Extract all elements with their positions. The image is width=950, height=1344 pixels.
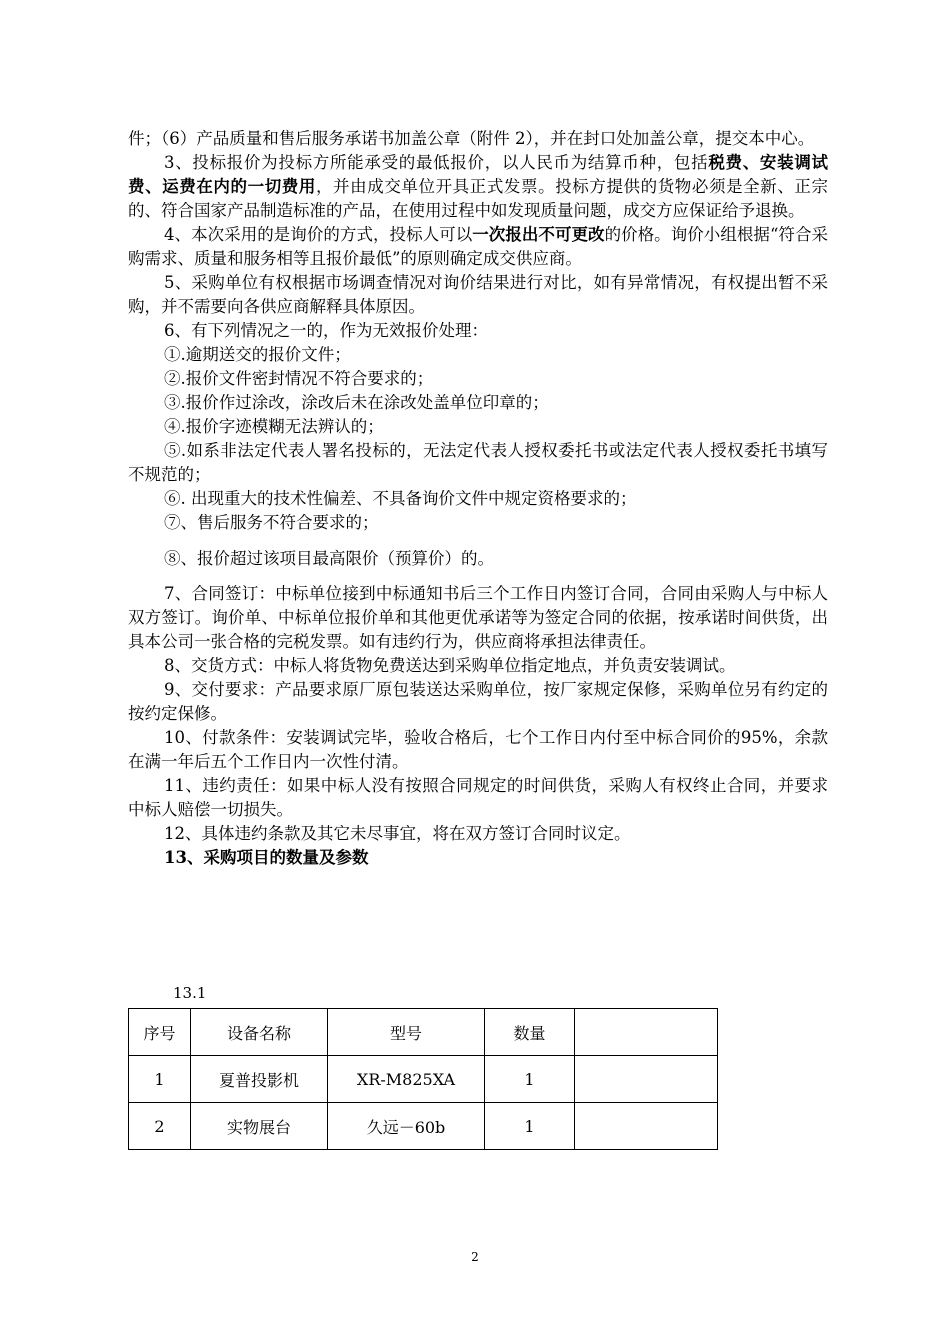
- paragraph-11-liability: 11、违约责任：如果中标人没有按照合同规定的时间供货，采购人有权终止合同，并要求中标人赔偿一切损失。: [128, 776, 828, 819]
- paragraph-12-other: 12、具体违约条款及其它未尽事宜，将在双方签订合同时议定。: [164, 824, 631, 843]
- table-header-cell: 型号: [328, 1009, 485, 1056]
- table-cell: [575, 1103, 718, 1150]
- table-cell: XR-M825XA: [328, 1056, 485, 1103]
- section-heading-13: 13、采购项目的数量及参数: [164, 848, 369, 867]
- paragraph-9-requirements: 9、交付要求：产品要求原厂原包装送达采购单位，按厂家规定保修，采购单位另有约定的按约定保修。: [128, 680, 828, 723]
- table-row: [129, 1103, 718, 1150]
- list-item: ⑧、报价超过该项目最高限价（预算价）的。: [164, 549, 494, 568]
- page-number: 2: [471, 1250, 479, 1264]
- table-cell: 1: [485, 1103, 575, 1150]
- paragraph-4-inquiry-method: 4、本次采用的是询价的方式，投标人可以一次报出不可更改的价格。询价小组根据“符合采购需求、质量和服务相等且报价最低”的原则确定成交供应商。: [128, 225, 829, 268]
- list-item: ①.逾期送交的报价文件；: [164, 345, 351, 364]
- list-item: ⑤.如系非法定代表人署名投标的，无法定代表人授权委托书或法定代表人授权委托书填写不规范的；: [128, 441, 828, 484]
- table-label: 13.1: [173, 984, 207, 1002]
- table-cell: 1: [129, 1056, 191, 1103]
- list-item: ⑦、售后服务不符合要求的；: [164, 513, 379, 532]
- body-text: [128, 127, 828, 870]
- table-header-cell: 设备名称: [191, 1009, 328, 1056]
- table-cell: [575, 1056, 718, 1103]
- list-item: ⑥. 出现重大的技术性偏差、不具备询价文件中规定资格要求的；: [164, 489, 637, 508]
- table-cell: 夏普投影机: [191, 1056, 328, 1103]
- list-item: ②.报价文件密封情况不符合要求的；: [164, 369, 434, 388]
- paragraph-8-delivery: 8、交货方式：中标人将货物免费送达到采购单位指定地点，并负责安装调试。: [164, 656, 736, 675]
- paragraph-7-contract: 7、合同签订：中标单位接到中标通知书后三个工作日内签订合同，合同由采购人与中标人双方签订。询价单、中标单位报价单和其他更优承诺等为签定合同的依据，按承诺时间供货，出具本公司一张合格的完税发票。如有违约行为，供应商将承担法律责任。: [128, 584, 828, 651]
- table-header-row: [129, 1009, 718, 1056]
- table-row: [129, 1056, 718, 1103]
- table-cell: 1: [485, 1056, 575, 1103]
- list-item: ③.报价作过涂改，涂改后未在涂改处盖单位印章的；: [164, 393, 549, 412]
- list-item: ④.报价字迹模糊无法辨认的；: [164, 417, 384, 436]
- table-header-cell: 序号: [129, 1009, 191, 1056]
- table-header-cell: [575, 1009, 718, 1056]
- paragraph-10-payment: 10、付款条件：安装调试完毕，验收合格后，七个工作日内付至中标合同价的95%，余款在满一年后五个工作日内一次性付清。: [128, 728, 828, 771]
- paragraph-3-quotation: 3、投标报价为投标方所能承受的最低报价，以人民币为结算币种，包括税费、安装调试费、运费在内的一切费用，并由成交单位开具正式发票。投标方提供的货物必须是全新、正宗的、符合国家产品制造标准的产品，在使用过程中如发现质量问题，成交方应保证给予退换。: [128, 153, 829, 220]
- paragraph-6-invalid-quotes: 6、有下列情况之一的，作为无效报价处理：: [164, 321, 488, 340]
- table-cell: 久远－60b: [328, 1103, 485, 1150]
- paragraph-5-rights: 5、采购单位有权根据市场调查情况对询价结果进行对比，如有异常情况，有权提出暂不采购，并不需要向各供应商解释具体原因。: [128, 273, 828, 316]
- table-cell: 2: [129, 1103, 191, 1150]
- equipment-table: [128, 1008, 718, 1150]
- table-cell: 实物展台: [191, 1103, 328, 1150]
- table-header-cell: 数量: [485, 1009, 575, 1056]
- paragraph-attachment-continuation: 件；（6）产品质量和售后服务承诺书加盖公章（附件 2），并在封口处加盖公章，提交本中心。: [128, 129, 815, 148]
